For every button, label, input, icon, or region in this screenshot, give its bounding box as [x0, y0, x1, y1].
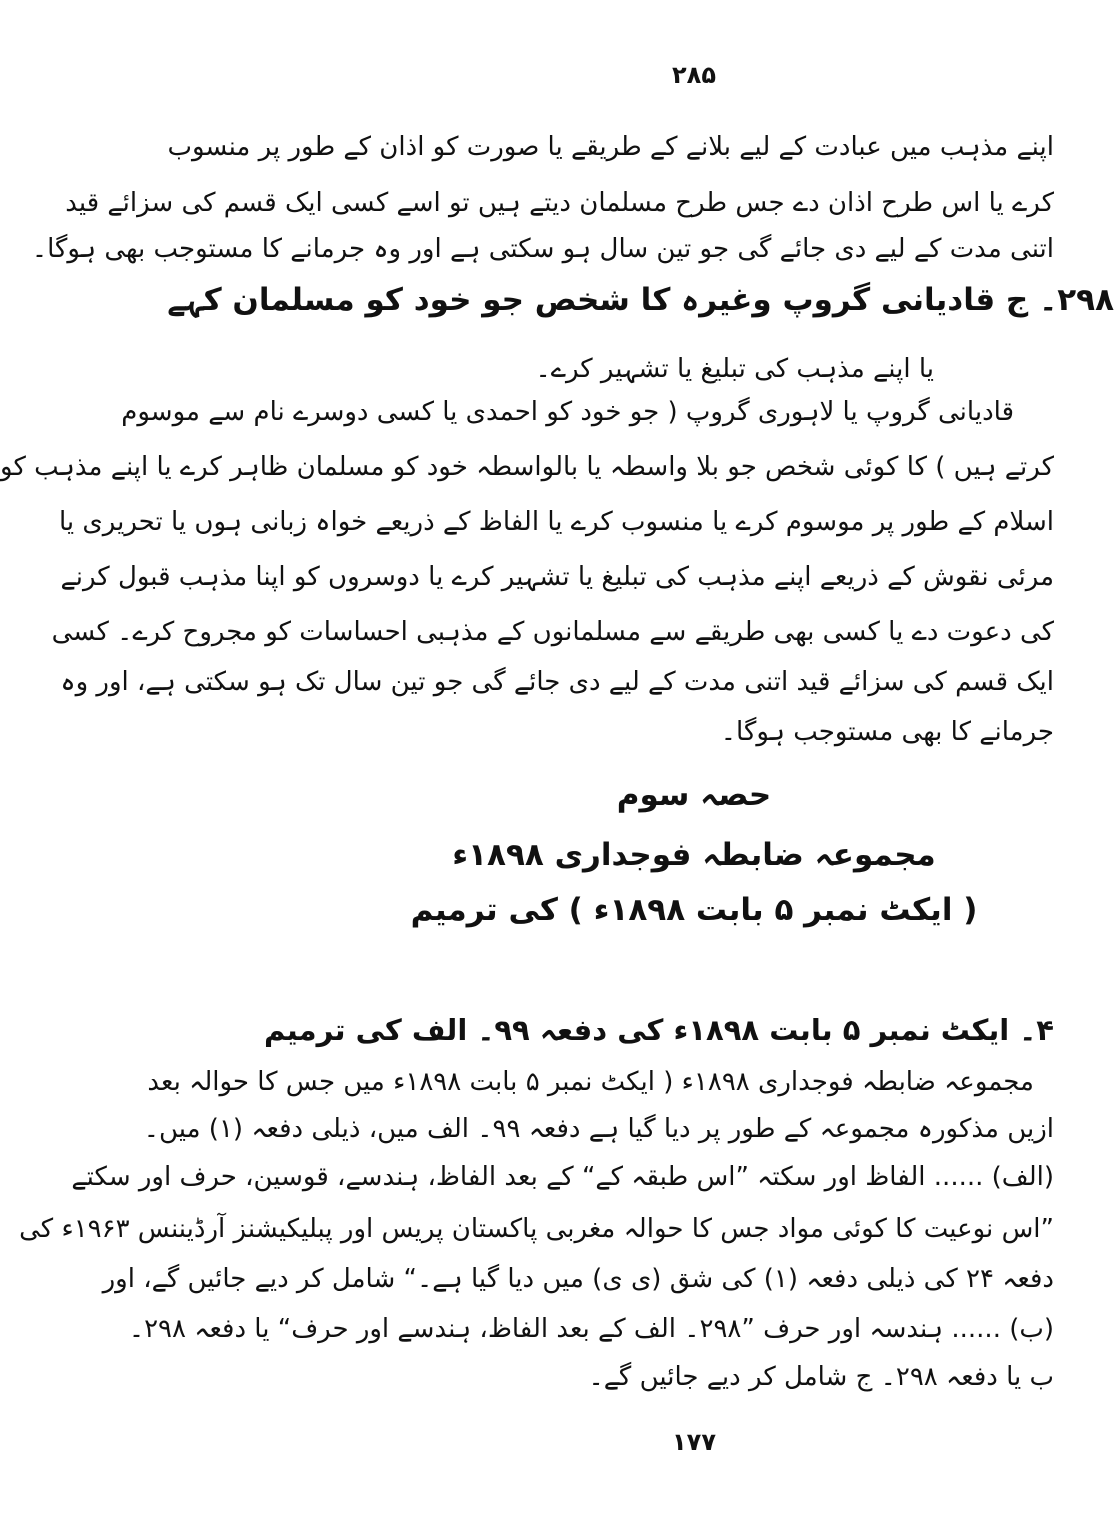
paragraph-line: کی دعوت دے یا کسی بھی طریقے سے مسلمانوں کے مذہبی احساسات کو مجروح کرے۔ کسی	[51, 617, 1054, 647]
paragraph-line: مجموعہ ضابطہ فوجداری ۱۸۹۸ء ( ایکٹ نمبر ۵ بابت ۱۸۹۸ء میں جس کا حوالہ بعد	[147, 1067, 1034, 1097]
code-title: مجموعہ ضابطہ فوجداری ۱۸۹۸ء	[452, 837, 936, 873]
paragraph-line: (الف) ...... الفاظ اور سکتہ ”اس طبقہ کے“ کے بعد الفاظ، ہندسے، قوسین، حرف اور سکتے	[71, 1162, 1054, 1192]
paragraph-line: جرمانے کا بھی مستوجب ہوگا۔	[720, 717, 1054, 747]
paragraph-line: کرتے ہیں ) کا کوئی شخص جو بلا واسطہ یا بالواسطہ خود کو مسلمان ظاہر کرے یا اپنے مذہب کو	[0, 452, 1054, 482]
paragraph-line: دفعہ ۲۴ کی ذیلی دفعہ (۱) کی شق (ی ی) میں دیا گیا ہے۔“ شامل کر دیے جائیں گے، اور	[102, 1264, 1054, 1294]
paragraph-line: اسلام کے طور پر موسوم کرے یا منسوب کرے یا الفاظ کے ذریعے خواہ زبانی ہوں یا تحریری یا	[58, 507, 1054, 537]
paragraph-line: ازیں مذکورہ مجموعہ کے طور پر دیا گیا ہے دفعہ ۹۹۔ الف میں، ذیلی دفعہ (۱) میں۔	[143, 1114, 1054, 1144]
paragraph-line: ایک قسم کی سزائے قید اتنی مدت کے لیے دی جائے گی جو تین سال تک ہو سکتی ہے، اور وہ	[60, 667, 1054, 697]
paragraph-line: ب یا دفعہ ۲۹۸۔ ج شامل کر دیے جائیں گے۔	[588, 1362, 1054, 1392]
section-298c-title: ۲۹۸۔ ج قادیانی گروپ وغیرہ کا شخص جو خود کو مسلمان کہے	[167, 282, 1114, 318]
section-298c-subtitle: یا اپنے مذہب کی تبلیغ یا تشہیر کرے۔	[535, 354, 934, 384]
paragraph-line: ”اس نوعیت کا کوئی مواد جس کا حوالہ مغربی پاکستان پریس اور پبلیکیشنز آرڈیننس ۱۹۶۳ء کی	[19, 1214, 1054, 1244]
section-4-heading: ۴۔ ایکٹ نمبر ۵ بابت ۱۸۹۸ء کی دفعہ ۹۹۔ الف کی ترمیم	[264, 1013, 1054, 1047]
paragraph-line: قادیانی گروپ یا لاہوری گروپ ( جو خود کو احمدی یا کسی دوسرے نام سے موسوم	[121, 397, 1014, 427]
page-number-bottom: ۱۷۷	[672, 1428, 716, 1456]
paragraph-line: (ب) ...... ہندسہ اور حرف ”۲۹۸۔ الف کے بعد الفاظ، ہندسے اور حرف“ یا دفعہ ۲۹۸۔	[128, 1314, 1054, 1344]
paragraph-line: اپنے مذہب میں عبادت کے لیے بلانے کے طریقے یا صورت کو اذان کے طور پر منسوب	[167, 132, 1054, 162]
paragraph-line: اتنی مدت کے لیے دی جائے گی جو تین سال ہو سکتی ہے اور وہ جرمانے کا مستوجب بھی ہوگا۔	[31, 234, 1054, 264]
part-three-title: حصہ سوم	[616, 777, 772, 813]
amendment-title: ( ایکٹ نمبر ۵ بابت ۱۸۹۸ء ) کی ترمیم	[410, 892, 978, 928]
page-number-top: ۲۸۵	[672, 61, 716, 89]
paragraph-line: مرئی نقوش کے ذریعے اپنے مذہب کی تبلیغ یا تشہیر کرے یا دوسروں کو اپنا مذہب قبول کرنے	[60, 562, 1054, 592]
paragraph-line: کرے یا اس طرح اذان دے جس طرح مسلمان دیتے ہیں تو اسے کسی ایک قسم کی سزائے قید	[65, 188, 1054, 218]
